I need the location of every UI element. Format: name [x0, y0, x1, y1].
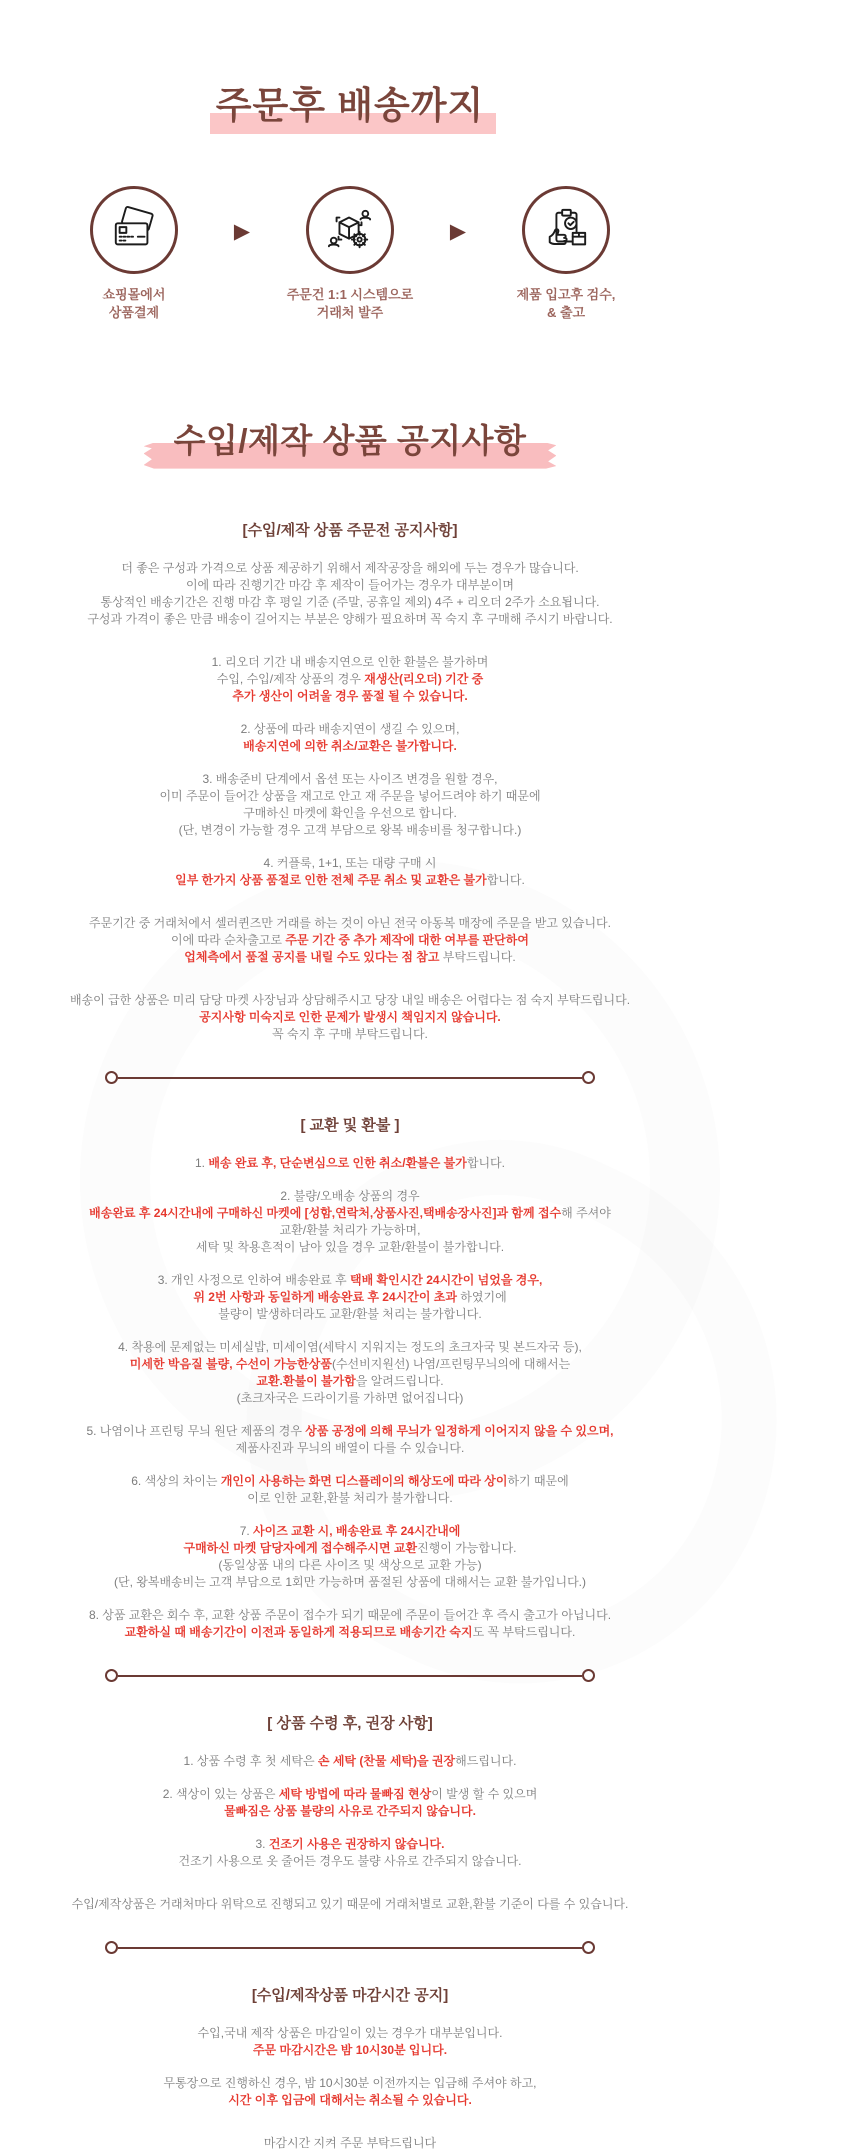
red-text-span: 배송 완료 후, 단순변심으로 인한 취소/환불은 불가 [208, 1156, 467, 1170]
notice-line [20, 1222, 680, 1239]
notice-line [20, 1272, 680, 1289]
text-span: (단, 변경이 가능할 경우 고객 부담으로 왕복 배송비를 청구합니다.) [178, 823, 522, 837]
notice-paragraph [20, 1523, 680, 1591]
notice-paragraph [20, 1155, 680, 1172]
notice-paragraph [20, 1607, 680, 1641]
text-span: 수입, 수입/제작 상품의 경우 [216, 672, 365, 686]
red-text-span: 미세한 박음질 불량, 수선이 가능한상품 [129, 1357, 332, 1371]
text-span: 더 좋은 구성과 가격으로 상품 제공하기 위해서 제작공장을 해외에 두는 경우가 많습니다. [121, 561, 579, 575]
notice-paragraph [20, 1753, 680, 1770]
text-span: 이에 따라 진행기간 마감 후 제작이 들어가는 경우가 대부분이며 [185, 578, 515, 592]
notice-line [20, 992, 680, 1009]
notice-line [20, 721, 680, 738]
red-text-span: 추가 생산이 어려울 경우 품절 될 수 있습니다. [232, 689, 468, 703]
text-span: 부탁드립니다. [439, 950, 516, 964]
text-span: 주문기간 중 거래처에서 셀러퀸즈만 거래를 하는 것이 아닌 전국 아동복 매장에 주문을 받고 있습니다. [89, 916, 611, 930]
page-title-text: 주문후 배송까지 [215, 84, 485, 126]
text-span: 도 꼭 부탁드립니다. [472, 1625, 576, 1639]
notice-line [20, 1523, 680, 1540]
text-span: 1. 리오더 기간 내 배송지연으로 인한 환불은 불가하며 [211, 655, 489, 669]
notice-paragraph [20, 2025, 680, 2059]
arrow-right-icon: ▶ [449, 219, 467, 243]
red-text-span: 교환.환불이 불가함 [256, 1374, 356, 1388]
notice-line [20, 560, 680, 577]
divider-line [118, 1675, 582, 1677]
notice-line [20, 1557, 680, 1574]
notice-line [20, 1607, 680, 1624]
text-span: 불량이 발생하더라도 교환/환불 처리는 불가합니다. [218, 1307, 482, 1321]
notice-paragraph [20, 1836, 680, 1870]
red-text-span: 물빠짐은 상품 불량의 사유로 간주되지 않습니다. [224, 1804, 476, 1818]
text-span: 배송이 급한 상품은 미리 담당 마켓 사장님과 상담해주시고 당장 내일 배송은 어렵다는 점 숙지 부탁드립니다. [69, 993, 631, 1007]
text-span: 4. 커플룩, 1+1, 또는 대량 구매 시 [263, 856, 437, 870]
text-span: 세탁 및 착용흔적이 남아 있을 경우 교환/환불이 불가합니다. [195, 1240, 505, 1254]
text-span: 합니다. [466, 1156, 505, 1170]
text-span: 꼭 숙지 후 구매 부탁드립니다. [272, 1027, 428, 1041]
notice-line [20, 654, 680, 671]
text-span: 이 발생 할 수 있으며 [431, 1787, 538, 1801]
order-process-steps [0, 186, 700, 324]
text-span: 하였기에 [456, 1290, 507, 1304]
page-title [216, 75, 484, 129]
red-text-span: 일부 한가지 상품 품절로 인한 전체 주문 취소 및 교환은 불가 [175, 873, 487, 887]
notice-line [20, 1803, 680, 1820]
text-span: (동일상품 내의 다른 사이즈 및 색상으로 교환 가능) [218, 1558, 482, 1572]
notice-title [174, 415, 527, 462]
step-label [287, 286, 413, 324]
red-text-span: 택배 확인시간 24시간이 넘었을 경우, [350, 1273, 543, 1287]
notice-line [20, 1026, 680, 1043]
notice-line [20, 1574, 680, 1591]
divider-line [118, 1947, 582, 1949]
text-span: 2. 색상이 있는 상품은 [162, 1787, 279, 1801]
notice-line [20, 1339, 680, 1356]
notice-line [20, 2025, 680, 2042]
notice-line [20, 611, 680, 628]
notice-line [20, 1490, 680, 1507]
notice-line [20, 822, 680, 839]
step-label-line: 제품 입고후 검수, [516, 286, 616, 302]
divider-dot-right [582, 1669, 595, 1682]
text-span: (수선비지원선) 나염/프린팅무늬의에 대해서는 [331, 1357, 571, 1371]
text-span: 해드립니다. [455, 1754, 517, 1768]
red-text-span: 배송완료 후 24시간내에 구매하신 마켓에 [성함,연락처,상품사진,택배송장사진]과 함께 접수 [89, 1206, 562, 1220]
red-text-span: 세탁 방법에 따라 물빠짐 현상 [278, 1787, 432, 1801]
notice-line [20, 1853, 680, 1870]
text-span: 이에 따라 순차출고로 [171, 933, 286, 947]
text-span: 1. [195, 1156, 209, 1170]
notice-paragraph [20, 2135, 680, 2152]
notice-line [20, 1356, 680, 1373]
text-span: 3. 개인 사정으로 인하여 배송완료 후 [157, 1273, 350, 1287]
notice-paragraph [20, 771, 680, 839]
notice-line [20, 1896, 680, 1913]
text-span: 하기 때문에 [507, 1474, 569, 1488]
text-span: 8. 상품 교환은 회수 후, 교환 상품 주문이 접수가 되기 때문에 주문이 들어간 후 즉시 출고가 아닙니다. [88, 1608, 612, 1622]
text-span: 7. [239, 1524, 254, 1538]
red-text-span: 주문 기간 중 추가 제작에 대한 여부를 판단하여 [285, 933, 529, 947]
divider-line [118, 1077, 582, 1079]
divider-dot-right [582, 1941, 595, 1954]
notice-title-text: 수입/제작 상품 공지사항 [173, 421, 527, 459]
section-divider [105, 1669, 595, 1682]
notice-line [20, 855, 680, 872]
text-span: (단, 왕복배송비는 고객 부담으로 1회만 가능하며 품절된 상품에 대해서는 교환 불가입니다.) [114, 1575, 586, 1589]
red-text-span: 업체측에서 품절 공지를 내릴 수도 있다는 점 참고 [184, 950, 440, 964]
text-span: 수입,국내 제작 상품은 마감일이 있는 경우가 대부분입니다. [197, 2026, 503, 2040]
notice-line [20, 872, 680, 889]
notice-line [20, 688, 680, 705]
red-text-span: 손 세탁 (찬물 세탁)을 권장 [317, 1754, 456, 1768]
notice-line [20, 915, 680, 932]
step-label-line: 주문건 1:1 시스템으로 [286, 286, 414, 302]
red-text-span: 구매하신 마켓 담당자에게 접수해주시면 교환 [183, 1541, 418, 1555]
step-label [103, 286, 166, 324]
notice-paragraph [20, 560, 680, 628]
notice-line [20, 577, 680, 594]
notice-paragraph [20, 1339, 680, 1407]
notice-line [20, 1473, 680, 1490]
notice-paragraph [20, 855, 680, 889]
section-heading: [ 상품 수령 후, 권장 사항] [267, 1715, 433, 1732]
text-span: 3. [255, 1837, 269, 1851]
text-span: 5. 나염이나 프린팅 무늬 원단 제품의 경우 [86, 1424, 306, 1438]
red-text-span: 재생산(리오더) 기간 중 [364, 672, 484, 686]
header [0, 0, 700, 154]
section-heading: [ 교환 및 환불 ] [300, 1117, 400, 1134]
notice-paragraph [20, 1473, 680, 1507]
text-span: 1. 상품 수령 후 첫 세탁은 [183, 1754, 318, 1768]
notice-paragraph [20, 2075, 680, 2109]
notice-paragraph [20, 1272, 680, 1323]
red-text-span: 개인이 사용하는 화면 디스플레이의 해상도에 따라 상이 [220, 1474, 508, 1488]
text-span: 6. 색상의 차이는 [131, 1474, 221, 1488]
step-payment [46, 186, 222, 324]
notice-line [20, 1188, 680, 1205]
notice-line [20, 671, 680, 688]
text-span: 2. 불량/오배송 상품의 경우 [280, 1189, 420, 1203]
notice-line [20, 788, 680, 805]
red-text-span: 시간 이후 입금에 대해서는 취소될 수 있습니다. [228, 2093, 472, 2107]
notice-body [10, 519, 690, 2152]
step-label-line: 상품결제 [108, 305, 160, 321]
notice-line [20, 932, 680, 949]
text-span: 합니다. [486, 873, 525, 887]
notice-line [20, 594, 680, 611]
arrow-right-icon: ▶ [233, 219, 251, 243]
notice-paragraph [20, 1423, 680, 1457]
notice-line [20, 949, 680, 966]
text-span: 마감시간 지켜 주문 부탁드립니다 [263, 2136, 437, 2150]
notice-line [20, 1753, 680, 1770]
inspection-shipping-icon [522, 186, 610, 274]
text-span: 진행이 가능합니다. [417, 1541, 517, 1555]
notice-line [20, 1624, 680, 1641]
section-divider [105, 1941, 595, 1954]
step-label-line: 거래처 발주 [316, 305, 384, 321]
notice-paragraph [20, 654, 680, 705]
red-text-span: 주문 마감시간은 밤 10시30분 입니다. [252, 2043, 448, 2057]
red-text-span: 상품 공정에 의해 무늬가 일정하게 이어지지 않을 수 있으며, [305, 1424, 614, 1438]
text-span: 제품사진과 무늬의 배열이 다를 수 있습니다. [235, 1441, 465, 1455]
text-span: 4. 착용에 문제없는 미세실밥, 미세이염(세탁시 지워지는 정도의 초크자국 및 본드자국 등), [118, 1340, 582, 1354]
red-text-span: 배송지연에 의한 취소/교환은 불가합니다. [243, 739, 457, 753]
text-span: 무통장으로 진행하신 경우, 밤 10시30분 이전까지는 입금해 주셔야 하고, [163, 2076, 537, 2090]
text-span: 3. 배송준비 단계에서 옵션 또는 사이즈 변경을 원할 경우, [202, 772, 498, 786]
notice-line [20, 1239, 680, 1256]
notice-line [20, 805, 680, 822]
divider-dot-left [105, 1941, 118, 1954]
divider-dot-left [105, 1071, 118, 1084]
notice-line [20, 1155, 680, 1172]
notice-paragraph [20, 1188, 680, 1256]
notice-line [20, 1390, 680, 1407]
section-heading: [수입/제작 상품 주문전 공지사항] [242, 522, 458, 539]
notice-paragraph [20, 721, 680, 755]
text-span: 통상적인 배송기간은 진행 마감 후 평일 기준 (주말, 공휴일 제외) 4주 + 리오더 2주가 소요됩니다. [100, 595, 600, 609]
text-span: 교환/환불 처리가 가능하며, [279, 1223, 421, 1237]
text-span: 2. 상품에 따라 배송지연이 생길 수 있으며, [240, 722, 460, 736]
notice-line [20, 1540, 680, 1557]
notice-line [20, 1289, 680, 1306]
red-text-span: 건조기 사용은 권장하지 않습니다. [268, 1837, 445, 1851]
notice-paragraph [20, 1896, 680, 1913]
text-span: 해 주셔야 [561, 1206, 611, 1220]
notice-line [20, 1423, 680, 1440]
text-span: 건조기 사용으로 옷 줄어든 경우도 불량 사유로 간주되지 않습니다. [178, 1854, 522, 1868]
divider-dot-left [105, 1669, 118, 1682]
red-text-span: 공지사항 미숙지로 인한 문제가 발생시 책임지지 않습니다. [199, 1010, 501, 1024]
section-divider [105, 1071, 595, 1084]
notice-line [20, 2135, 680, 2152]
credit-card-icon [90, 186, 178, 274]
text-span: 수입/제작상품은 거래처마다 위탁으로 진행되고 있기 때문에 거래처별로 교환,환불 기준이 다를 수 있습니다. [71, 1897, 629, 1911]
step-order-system [262, 186, 438, 324]
red-text-span: 위 2번 사항과 동일하게 배송완료 후 24시간이 초과 [193, 1290, 457, 1304]
text-span: 구성과 가격이 좋은 만큼 배송이 길어지는 부분은 양해가 필요하며 꼭 숙지 후 구매해 주시기 바랍니다. [87, 612, 613, 626]
step-label-line: 쇼핑몰에서 [102, 286, 166, 302]
notice-line [20, 1786, 680, 1803]
step-label [517, 286, 616, 324]
order-system-icon [306, 186, 394, 274]
text-span: 이로 인한 교환,환불 처리가 불가합니다. [247, 1491, 453, 1505]
step-label-line: & 출고 [546, 305, 586, 321]
notice-line [20, 1205, 680, 1222]
notice-line [20, 1306, 680, 1323]
divider-dot-right [582, 1071, 595, 1084]
notice-paragraph [20, 915, 680, 966]
notice-line [20, 2075, 680, 2092]
notice-line [20, 2092, 680, 2109]
notice-line [20, 738, 680, 755]
notice-paragraph [20, 992, 680, 1043]
text-span: 을 알려드립니다. [355, 1374, 444, 1388]
text-span: 구매하신 마켓에 확인을 우선으로 합니다. [243, 806, 457, 820]
section-heading: [수입/제작상품 마감시간 공지] [251, 1987, 449, 2004]
notice-line [20, 2042, 680, 2059]
notice-line [20, 1440, 680, 1457]
notice-line [20, 1009, 680, 1026]
text-span: 이미 주문이 들어간 상품을 재고로 안고 재 주문을 넣어드려야 하기 때문에 [159, 789, 541, 803]
notice-paragraph [20, 1786, 680, 1820]
notice-line [20, 1836, 680, 1853]
notice-header [0, 387, 700, 489]
notice-line [20, 1373, 680, 1390]
red-text-span: 교환하실 때 배송기간이 이전과 동일하게 적용되므로 배송기간 숙지 [124, 1625, 473, 1639]
red-text-span: 사이즈 교환 시, 배송완료 후 24시간내에 [253, 1524, 461, 1538]
notice-line [20, 771, 680, 788]
step-inspection [478, 186, 654, 324]
text-span: (초크자국은 드라이기를 가하면 없어집니다) [236, 1391, 464, 1405]
